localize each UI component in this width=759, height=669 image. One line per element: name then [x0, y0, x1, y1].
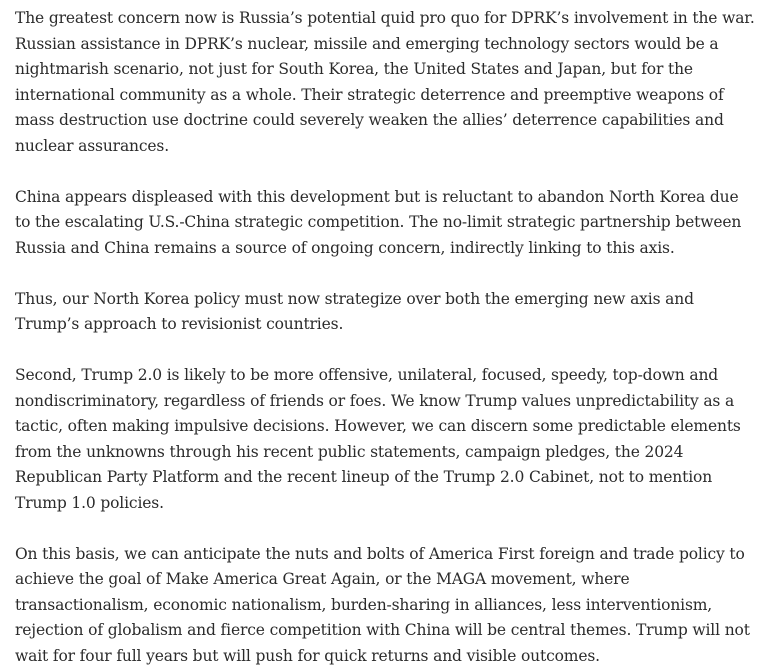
article-paragraph-5: On this basis, we can anticipate the nuts and bolts of America First foreign and trade policy to achieve the goal of Make America Great Again, or the MAGA movement, where transactionalism, economic nationalism, burden-sharing in alliances, less interventionism, rejection of globalism and fierce competition with China will be central themes. Trump will not wait for four full years but will push for quick returns and visible outcomes.: [15, 542, 757, 669]
article-paragraph-3: Thus, our North Korea policy must now strategize over both the emerging new axis and Trump’s approach to revisionist countries.: [15, 287, 757, 338]
article-paragraph-1: The greatest concern now is Russia’s potential quid pro quo for DPRK’s involvement in the war. Russian assistance in DPRK’s nuclear, missile and emerging technology sectors would be a nightmarish scenario, not just for South Korea, the United States and Japan, but for the international community as a whole. Their strategic deterrence and preemptive weapons of mass destruction use doctrine could severely weaken the allies’ deterrence capabilities and nuclear assurances.: [15, 6, 757, 159]
article-paragraph-4: Second, Trump 2.0 is likely to be more offensive, unilateral, focused, speedy, top-down and nondiscriminatory, regardless of friends or foes. We know Trump values unpredictability as a tactic, often making impulsive decisions. However, we can discern some predictable elements from the unknowns through his recent public statements, campaign pledges, the 2024 Republican Party Platform and the recent lineup of the Trump 2.0 Cabinet, not to mention Trump 1.0 policies.: [15, 363, 757, 516]
article-paragraph-2: China appears displeased with this development but is reluctant to abandon North Korea due to the escalating U.S.-China strategic competition. The no-limit strategic partnership between Russia and China remains a source of ongoing concern, indirectly linking to this axis.: [15, 185, 757, 262]
article-body: [15, 6, 757, 669]
